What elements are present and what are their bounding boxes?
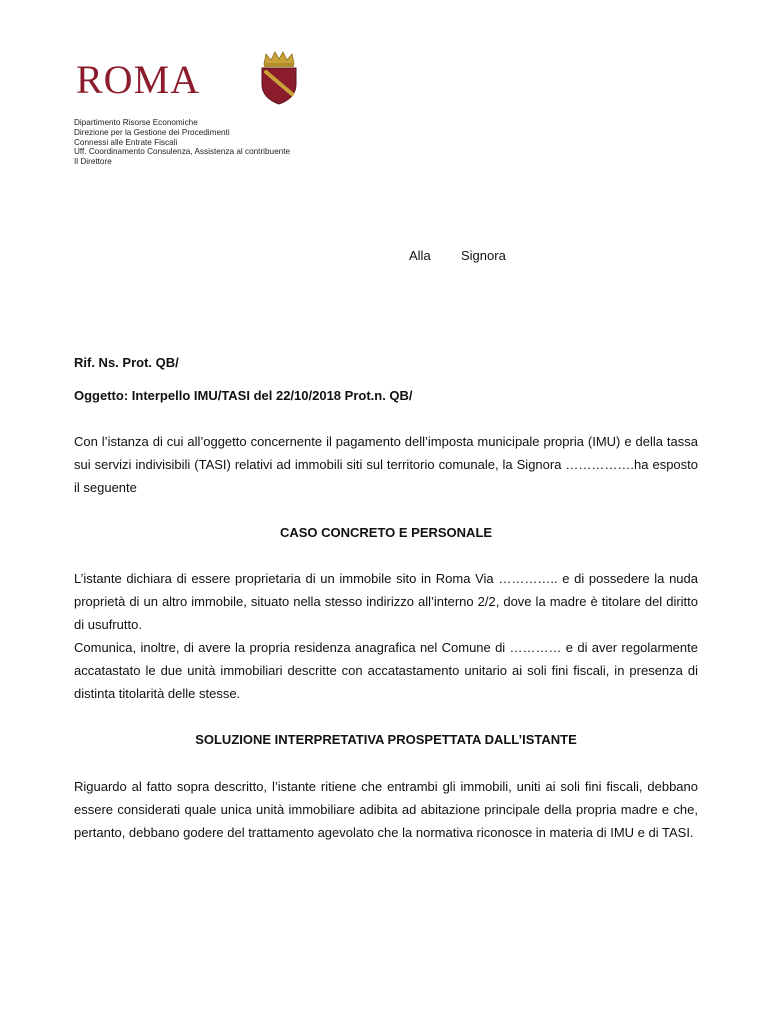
- subject-line: Oggetto: Interpello IMU/TASI del 22/10/2018 Prot.n. QB/: [74, 388, 413, 403]
- recipient-alla: Alla: [409, 248, 431, 263]
- department-block: [74, 118, 290, 167]
- solution-heading: SOLUZIONE INTERPRETATIVA PROSPETTATA DALL’ISTANTE: [195, 732, 577, 747]
- department-line: Il Direttore: [74, 157, 112, 167]
- case-heading: CASO CONCRETO E PERSONALE: [279, 525, 493, 540]
- case-paragraph-1: L’istante dichiara di essere proprietaria di un immobile sito in Roma Via ………….. e di possedere la nuda proprietà di un altro immobile, situato nella stesso indirizzo all’interno 2/2, dove la madre è titolare del diritto di usufrutto.: [74, 571, 698, 632]
- roma-crest-icon: [254, 50, 304, 106]
- intro-paragraph: Con l’istanza di cui all’oggetto concernente il pagamento dell’imposta municipale propria (IMU) e della tassa sui servizi indivisibili (TASI) relativi ad immobili siti sul territorio comunale, la Signora …………….ha esposto il seguente: [74, 434, 698, 495]
- case-paragraph-2: Comunica, inoltre, di avere la propria residenza anagrafica nel Comune di ………… e di aver regolarmente accatastato le due unità immobiliari descritte con accatastamento unitario ai soli fini fiscali, in presenza di distinta titolarità delle stesse.: [74, 640, 698, 701]
- department-line: Connessi alle Entrate Fiscali: [74, 137, 178, 147]
- department-line: Uff. Coordinamento Consulenza, Assistenza al contribuente: [74, 147, 291, 157]
- department-line: Direzione per la Gestione dei Procedimenti: [74, 127, 230, 137]
- roma-logo-text: ROMA: [76, 57, 201, 102]
- department-line: Dipartimento Risorse Economiche: [74, 118, 198, 127]
- solution-paragraph: Riguardo al fatto sopra descritto, l’istante ritiene che entrambi gli immobili, uniti ai soli fini fiscali, debbano essere considerati quale unica unità immobiliare adibita ad abitazione principale della propria madre e che, pertanto, debbano godere del trattamento agevolato che la normativa riconosce in materia di IMU e di TASI.: [74, 779, 698, 840]
- recipient-signora: Signora: [461, 248, 506, 263]
- reference-line: Rif. Ns. Prot. QB/: [74, 355, 179, 370]
